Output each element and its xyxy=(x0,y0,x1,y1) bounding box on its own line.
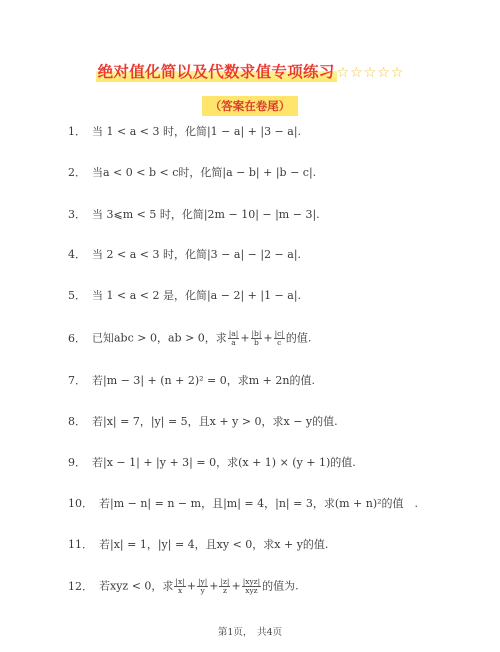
problem-4: 4． 当 2 < a < 3 时，化简|3 − a| − |2 − a|. xyxy=(68,248,302,261)
problem-text: 若|x| = 1，|y| = 4，且xy < 0，求x + y的值. xyxy=(99,538,329,551)
title-text: 绝对值化简以及代数求值专项练习 xyxy=(97,63,335,81)
fraction: $\frac{\text{|xyz|}}{\text{xyz}}$ xyxy=(242,577,261,595)
problem-7: 7． 若|m − 3| + (n + 2)² = 0，求m + 2n的值. xyxy=(68,374,315,387)
problem-9: 9． 若|x − 1| + |y + 3| = 0，求(x + 1) × (y + 1)的值. xyxy=(68,456,356,469)
fraction: $\frac{|y|}{y}$ xyxy=(197,577,208,595)
rating-stars-icon: ☆☆☆☆☆ xyxy=(336,65,405,81)
problem-text: 当a < 0 < b < c时，化简|a − b| + |b − c|. xyxy=(92,166,317,179)
problem-text: 若|m − 3| + (n + 2)² = 0，求m + 2n的值. xyxy=(92,374,315,387)
answer-note: （答案在卷尾） xyxy=(202,96,299,116)
page-title xyxy=(0,60,500,82)
problem-2: 2． 当a < 0 < b < c时，化简|a − b| + |b − c|. xyxy=(68,166,317,179)
problem-12: 12． 若xyz < 0，求 $\frac{|x|}{x}$ + $\frac{|y|}{y}$ + $\frac{|z|}{z}$ + $\frac{\text{|xyz|}}{\text{xyz}}$ 的值为. xyxy=(68,577,299,595)
problem-text: 若|x − 1| + |y + 3| = 0，求(x + 1) × (y + 1)的值. xyxy=(92,456,356,469)
problem-text: 当 1 < a < 3 时，化简|1 − a| + |3 − a|. xyxy=(92,125,302,138)
problem-11: 11． 若|x| = 1，|y| = 4，且xy < 0，求x + y的值. xyxy=(68,538,329,551)
problem-6: 6． 已知abc > 0，ab > 0，求 $\frac{|a|}{a}$ + $\frac{|b|}{b}$ + $\frac{|c|}{c}$ 的值. xyxy=(68,329,312,347)
problem-text: 当 2 < a < 3 时，化简|3 − a| − |2 − a|. xyxy=(92,248,302,261)
problem-text: 若|x| = 7，|y| = 5，且x + y > 0，求x − y的值. xyxy=(92,415,338,428)
fraction: $\frac{|z|}{z}$ xyxy=(220,577,230,595)
fraction: $\frac{|c|}{c}$ xyxy=(274,329,284,347)
fraction: $\frac{|b|}{b}$ xyxy=(251,329,262,347)
problem-text: 当 3⩽m < 5 时，化简|2m − 10| − |m − 3|. xyxy=(92,208,320,221)
fraction: $\frac{|x|}{x}$ xyxy=(175,577,185,595)
page-footer: 第1页， 共4页 xyxy=(217,627,283,638)
problem-8: 8． 若|x| = 7，|y| = 5，且x + y > 0，求x − y的值. xyxy=(68,415,338,428)
problem-5: 5． 当 1 < a < 2 是，化简|a − 2| + |1 − a|. xyxy=(68,289,302,302)
problem-text: 当 1 < a < 2 是，化简|a − 2| + |1 − a|. xyxy=(92,289,302,302)
problem-3: 3． 当 3⩽m < 5 时，化简|2m − 10| − |m − 3|. xyxy=(68,208,320,221)
problem-1: 1． 当 1 < a < 3 时，化简|1 − a| + |3 − a|. xyxy=(68,125,302,138)
problem-text: 若|m − n| = n − m，且|m| = 4，|n| = 3，求(m + n)²的值 . xyxy=(99,497,419,510)
fraction: $\frac{|a|}{a}$ xyxy=(228,329,239,347)
problem-10: 10． 若|m − n| = n − m，且|m| = 4，|n| = 3，求(m + n)²的值 . xyxy=(68,497,419,510)
